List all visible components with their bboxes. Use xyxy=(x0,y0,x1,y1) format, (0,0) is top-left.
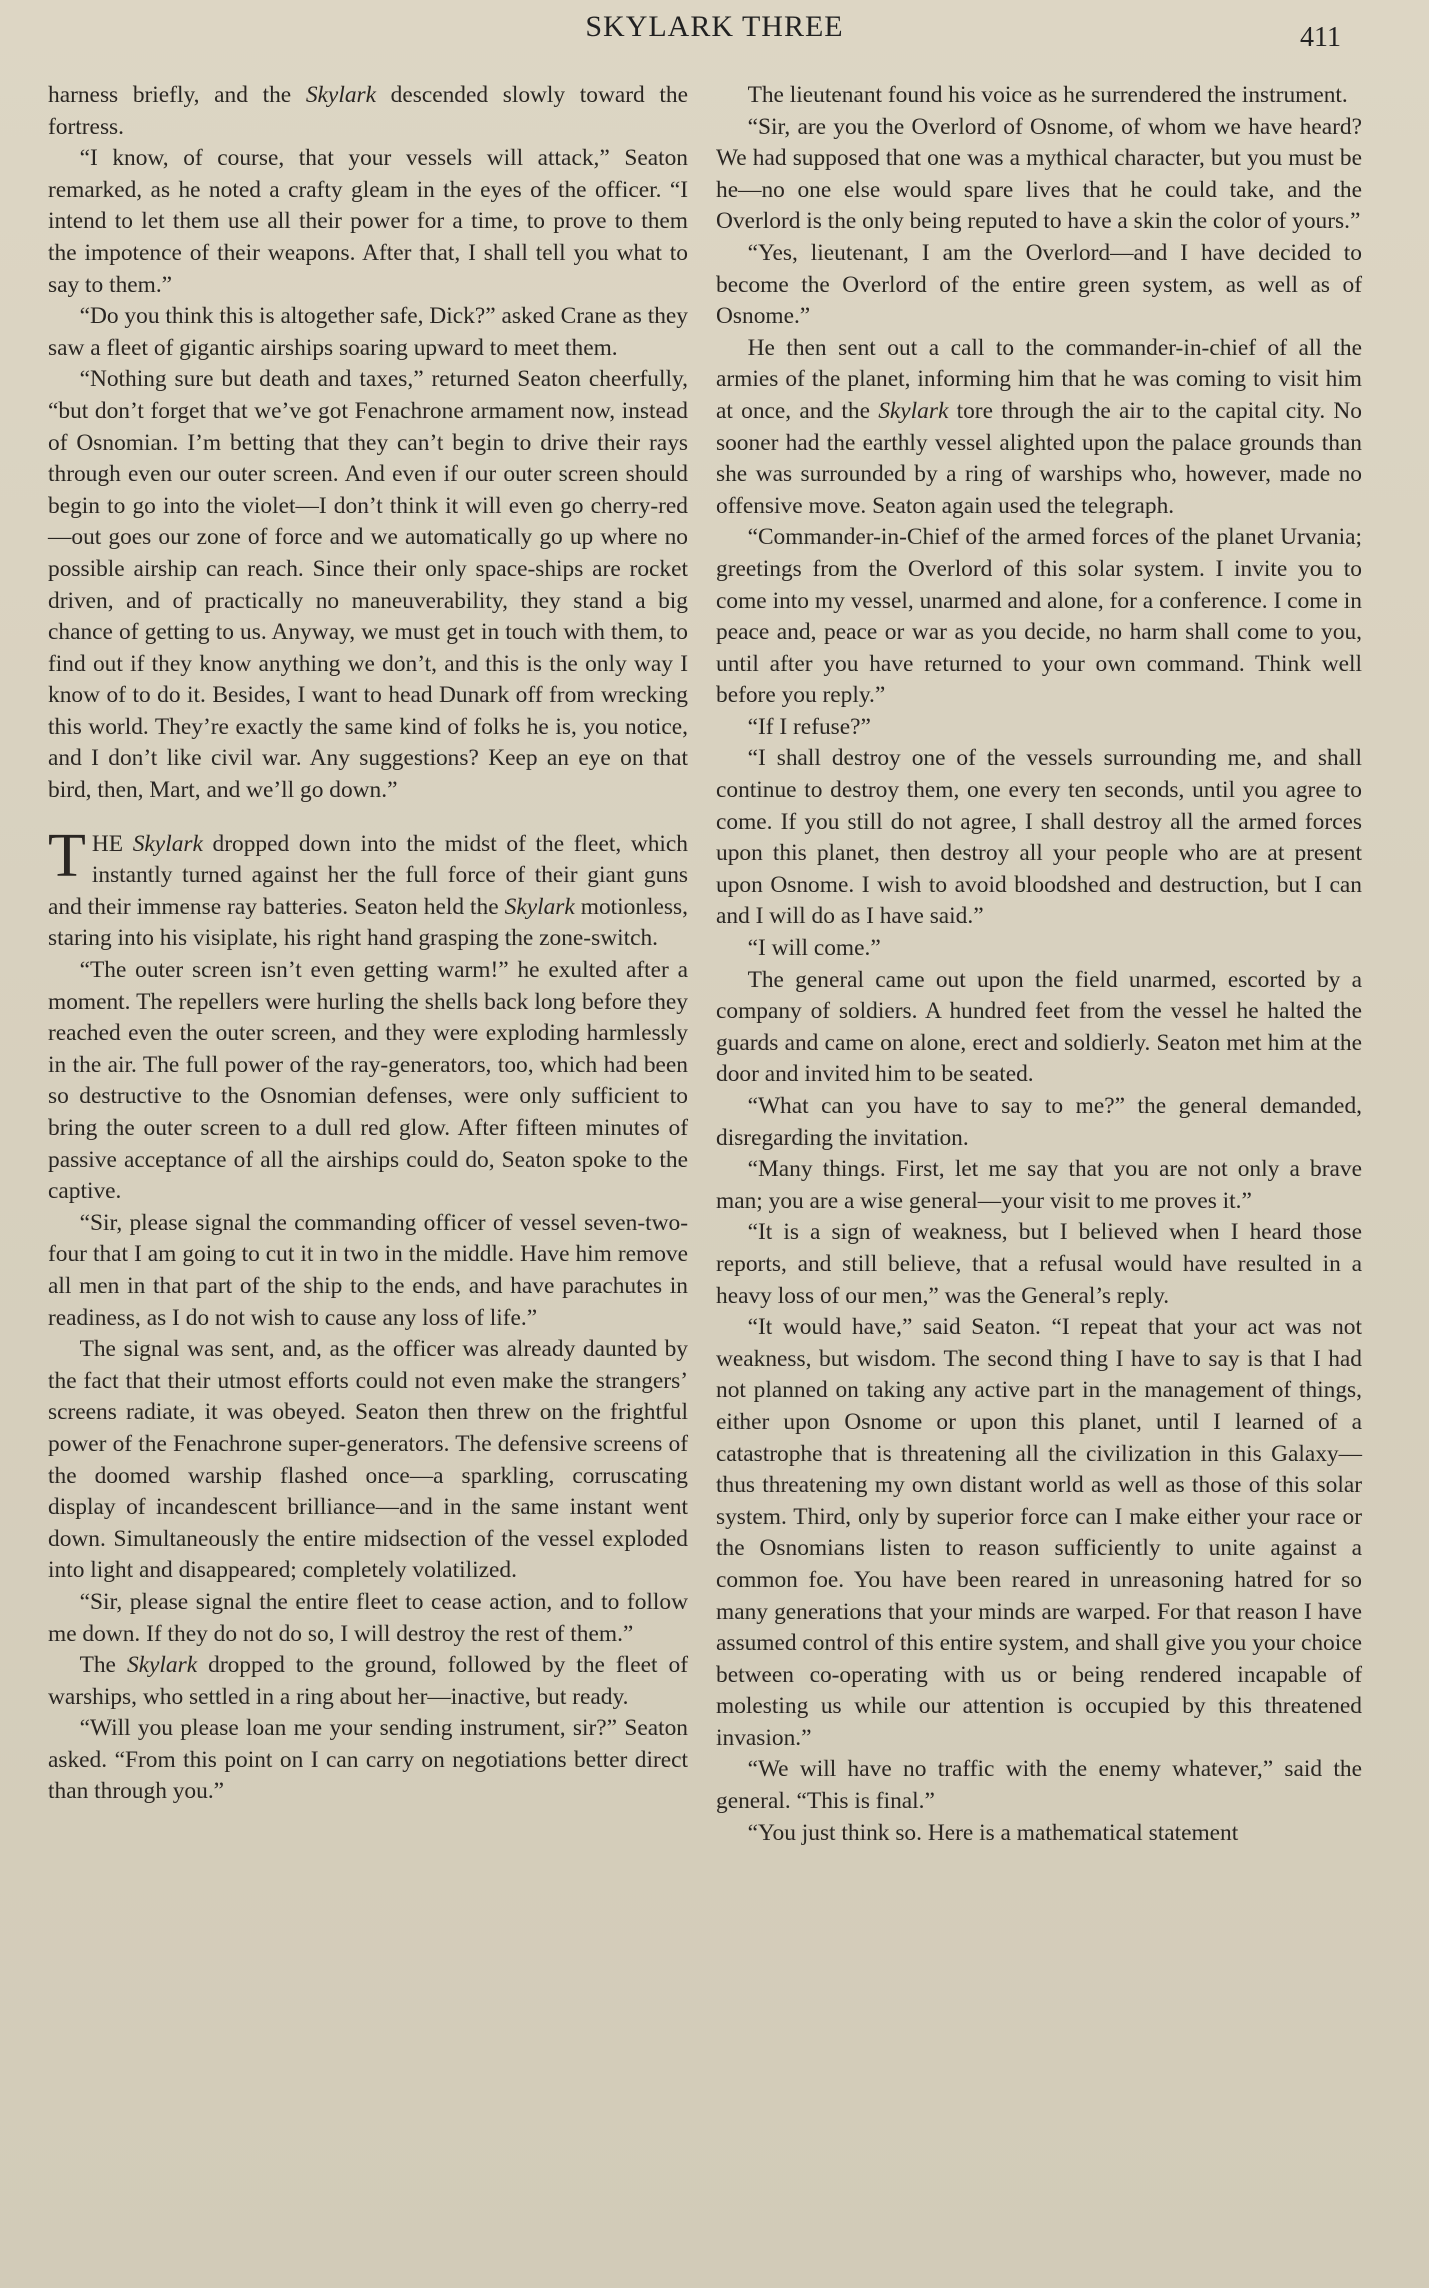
page-number: 411 xyxy=(1300,22,1341,53)
paragraph: “It is a sign of weakness, but I believed when I heard those reports, and still believe, that a refusal would have resulted in a heavy loss of our men,” was the General’s reply. xyxy=(716,1219,1362,1309)
paragraph: “Many things. First, let me say that you are not only a brave man; you are a wise general—your visit to me proves it.” xyxy=(716,1156,1362,1214)
paragraph: “Will you please loan me your sending instrument, sir?” Seaton asked. “From this point on I can carry on negotiations better direct than through you.” xyxy=(48,1715,688,1805)
small-caps-lead: HE xyxy=(91,830,124,857)
paragraph: The lieutenant found his voice as he surrendered the instrument. xyxy=(747,82,1348,108)
paragraph: “What can you have to say to me?” the general demanded, disregarding the invitation. xyxy=(716,1093,1362,1151)
paragraph: “I will come.” xyxy=(747,935,881,962)
paragraph-text: Skylark dropped down into the midst of the fleet, which instantly turned against her the full force of their giant guns and their immense ray batteries. Seaton held the Skylark motionless, staring into his visiplate, his right hand grasping the zone-switch. xyxy=(48,830,688,952)
running-head xyxy=(0,10,1429,52)
paragraph: “We will have no traffic with the enemy whatever,” said the general. “This is final.” xyxy=(716,1756,1362,1815)
paragraph: “It would have,” said Seaton. “I repeat that your act was not weakness, but wisdom. The second thing I have to say is that I had not planned on taking any active part in the management of things, either upon Osnome or upon this planet, until I learned of a catastrophe that is threatening all the civilization in this Galaxy—thus threatening my own distant world as well as those of this solar system. Third, only by superior force can I make either your race or the Osnomians listen to reason sufficiently to unite against a common foe. You have been reared in unreasoning hatred for so many generations that your minds are warped. For that reason I have assumed control of this entire system, and shall give you your choice between co-operating with us or being rendered incapable of molesting us while our attention is occupied by this threatened invasion.” xyxy=(716,1314,1362,1751)
running-title: SKYLARK THREE xyxy=(585,10,844,43)
left-column xyxy=(48,80,688,1808)
right-column xyxy=(716,80,1362,1849)
paragraph: The general came out upon the field unarmed, escorted by a company of soldiers. A hundred feet from the vessel he halted the guards and came on alone, erect and soldierly. Seaton met him at the door and invited him to be seated. xyxy=(716,966,1362,1088)
paragraph: “Sir, please signal the entire fleet to cease action, and to follow me down. If they do not do so, I will destroy the rest of them.” xyxy=(48,1588,688,1647)
paragraph: He then sent out a call to the commander-in-chief of all the armies of the planet, informing him that he was coming to visit him at once, and the Skylark tore through the air to the capital city. No sooner had the earthly vessel alighted upon the palace grounds than she was surrounded by a ring of warships who, however, made no offensive move. Seaton again used the telegraph. xyxy=(716,334,1362,519)
paragraph: “You just think so. Here is a mathematical statement xyxy=(747,1819,1239,1846)
paragraph: “Sir, please signal the commanding officer of vessel seven-two-four that I am going to cut it in two in the middle. Have him remove all men in that part of the ship to the ends, and have parachutes in readiness, as I do not wish to cause any loss of life.” xyxy=(48,1209,688,1331)
drop-cap: T xyxy=(48,821,86,890)
paragraph: harness briefly, and the Skylark descended slowly toward the fortress. xyxy=(48,82,688,140)
paragraph: The Skylark dropped to the ground, followed by the fleet of warships, who settled in a ring about her—inactive, but ready. xyxy=(48,1652,688,1710)
paragraph: “I know, of course, that your vessels will attack,” Seaton remarked, as he noted a crafty gleam in the eyes of the officer. “I intend to let them use all their power for a time, to prove to them the impotence of their weapons. After that, I shall tell you what to say to them.” xyxy=(48,145,688,298)
paragraph: “Commander-in-Chief of the armed forces of the planet Urvania; greetings from the Overlord of this solar system. I invite you to come into my vessel, unarmed and alone, for a conference. I come in peace and, peace or war as you decide, no harm shall come to you, until after you have returned to your own command. Think well before you reply.” xyxy=(716,524,1362,709)
paragraph: The signal was sent, and, as the officer was already daunted by the fact that their utmost efforts could not even make the strangers’ screens radiate, it was obeyed. Seaton then threw on the frightful power of the Fenachrone super-generators. The defensive screens of the doomed warship flashed once—a sparkling, corruscating display of incandescent brilliance—and in the same instant went down. Simultaneously the entire midsection of the vessel exploded into light and disappeared; completely volatilized. xyxy=(48,1336,688,1584)
paragraph xyxy=(48,821,688,955)
paragraph: “The outer screen isn’t even getting warm!” he exulted after a moment. The repellers were hurling the shells back long before they reached even the outer screen, and they were exploding harmlessly in the air. The full power of the ray-generators, too, which had been so destructive to the Osnomian defenses, were only sufficient to bring the outer screen to a dull red glow. After fifteen minutes of passive acceptance of all the airships could do, Seaton spoke to the captive. xyxy=(48,957,688,1205)
paragraph: “I shall destroy one of the vessels surrounding me, and shall continue to destroy them, one every ten seconds, until you agree to come. If you still do not agree, I shall destroy all the armed forces upon this planet, then destroy all your people who are at present upon Osnome. I wish to avoid bloodshed and destruction, but I can and I will do as I have said.” xyxy=(716,745,1362,930)
paragraph: “If I refuse?” xyxy=(747,713,871,740)
paragraph: “Sir, are you the Overlord of Osnome, of whom we have heard? We had supposed that one was a mythical character, but you must be he—no one else would spare lives that he could take, and the Overlord is the only being reputed to have a skin the color of yours.” xyxy=(716,113,1362,235)
paragraph: “Nothing sure but death and taxes,” returned Seaton cheerfully, “but don’t forget that we’ve got Fenachrone armament now, instead of Osnomian. I’m betting that they can’t begin to drive their rays through even our outer screen. And even if our outer screen should begin to go into the violet—I don’t think it will even go cherry-red—out goes our zone of force and we automatically go up where no possible airship can reach. Since their only space-ships are rocket driven, and of practically no maneuverability, they stand a big chance of getting to us. Anyway, we must get in touch with them, to find out if they know anything we don’t, and this is the only way I know of to do it. Besides, I want to head Dunark off from wrecking this world. They’re exactly the same kind of folks he is, you notice, and I don’t like civil war. Any suggestions? Keep an eye on that bird, then, Mart, and we’ll go down.” xyxy=(48,366,688,804)
paragraph: “Yes, lieutenant, I am the Overlord—and I have decided to become the Overlord of the entire green system, as well as of Osnome.” xyxy=(716,239,1362,330)
paragraph: “Do you think this is altogether safe, Dick?” asked Crane as they saw a fleet of gigantic airships soaring upward to meet them. xyxy=(48,303,688,361)
